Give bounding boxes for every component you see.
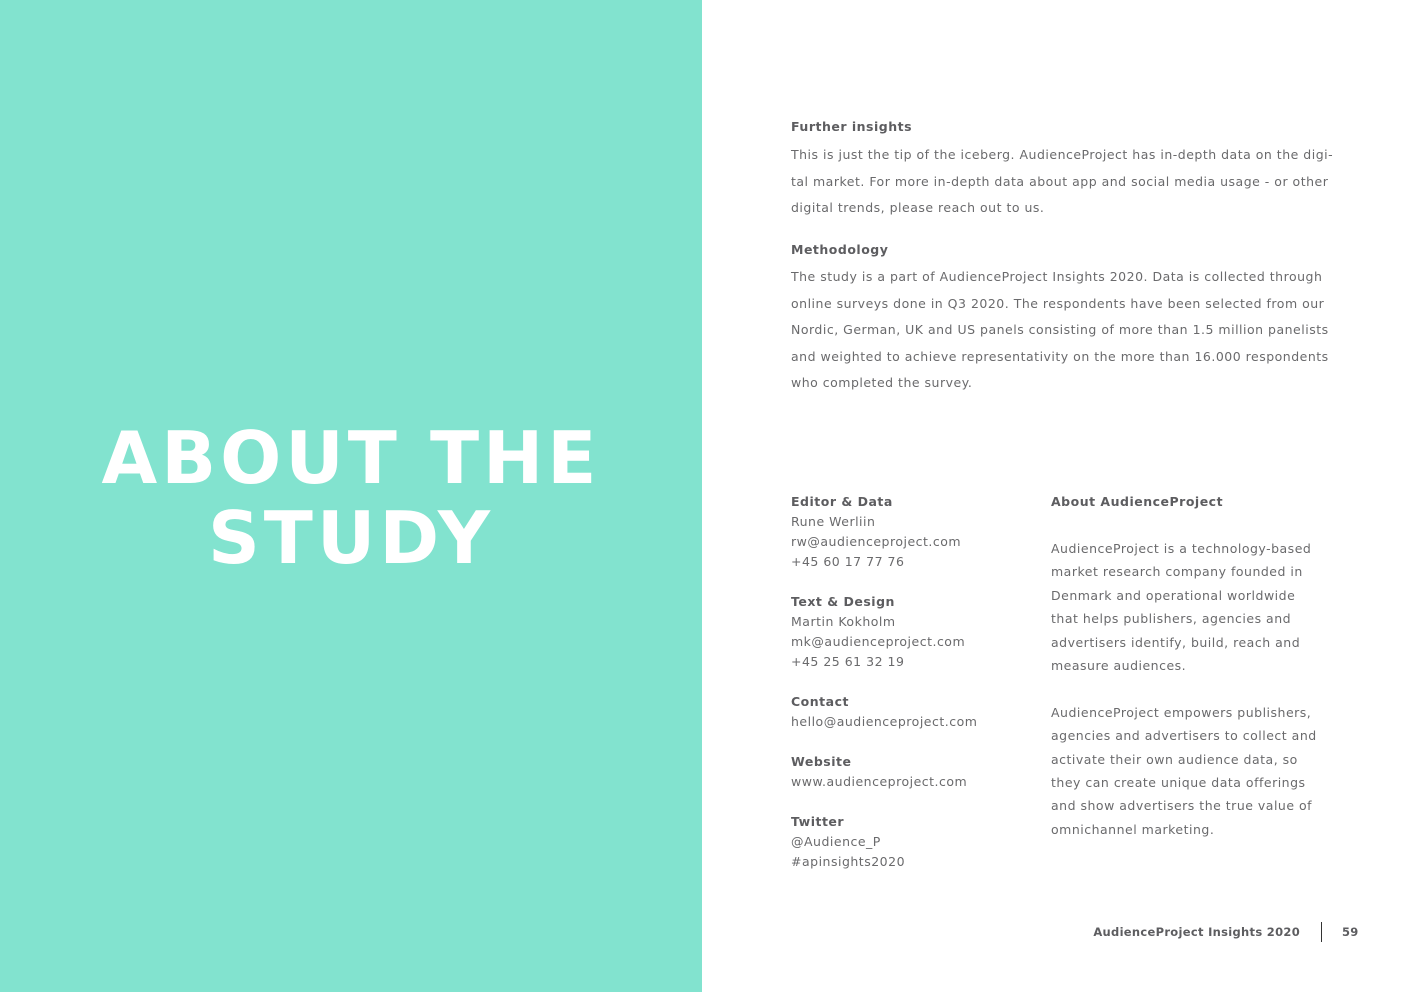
methodology-line: Nordic, German, UK and US panels consisting of more than 1.5 million panelists [791,322,1329,338]
page-title-line-2: STUDY [207,496,495,580]
editor-block [791,492,1031,572]
editor-email-link[interactable]: rw@audienceproject.com [791,534,962,549]
design-name: Martin Kokholm [791,614,896,629]
further-insights-section [791,118,1334,222]
editor-heading: Editor & Data [791,494,893,509]
about-line: that helps publishers, agencies and [1051,611,1292,627]
editor-phone: +45 60 17 77 76 [791,554,905,569]
contact-email-link[interactable]: hello@audienceproject.com [791,714,978,729]
about-line: AudienceProject empowers publishers, [1051,704,1312,720]
about-line: market research company founded in [1051,564,1303,580]
twitter-hashtag: #apinsights2020 [791,854,906,869]
methodology-line: The study is a part of AudienceProject Insights 2020. Data is collected through [791,269,1323,284]
website-link[interactable]: www.audienceproject.com [791,774,968,789]
page-title-line-1: ABOUT THE [101,416,601,500]
further-insights-line: This is just the tip of the iceberg. AudienceProject has in-depth data on the digi- [791,147,1334,162]
page-title [0,418,702,578]
methodology-heading: Methodology [791,242,889,257]
website-heading: Website [791,754,852,769]
design-email-link[interactable]: mk@audienceproject.com [791,634,966,649]
twitter-handle-link[interactable]: @Audience_P [791,834,881,849]
about-column [1051,492,1321,841]
further-insights-text [791,142,1334,222]
page-number: 59 [1342,925,1359,939]
methodology-line: who completed the survey. [791,375,973,391]
about-line: omnichannel marketing. [1051,821,1215,837]
footer-divider [1321,922,1322,942]
further-insights-line: tal market. For more in-depth data about app and social media usage - or other [791,173,1329,189]
design-heading: Text & Design [791,594,895,609]
about-line: they can create unique data offerings [1051,775,1306,791]
about-line: AudienceProject is a technology-based [1051,541,1312,556]
methodology-text [791,264,1329,397]
footer-publication-title: AudienceProject Insights 2020 [1093,925,1300,939]
design-phone: +45 25 61 32 19 [791,654,905,669]
contact-heading: Contact [791,694,849,709]
twitter-block [791,812,1031,872]
website-block [791,752,1031,792]
about-paragraph-2 [1051,701,1321,841]
contact-block [791,692,1031,732]
about-line: advertisers identify, build, reach and [1051,634,1301,650]
about-line: agencies and advertisers to collect and [1051,728,1317,744]
about-paragraph-1 [1051,537,1321,677]
credits-column [791,492,1031,892]
further-insights-heading: Further insights [791,119,913,134]
methodology-section [791,241,1329,397]
about-line: and show advertisers the true value of [1051,798,1313,814]
about-line: activate their own audience data, so [1051,751,1298,767]
design-block [791,592,1031,672]
methodology-line: and weighted to achieve representativity on the more than 16.000 respondents [791,348,1329,364]
about-heading: About AudienceProject [1051,494,1224,509]
about-line: Denmark and operational worldwide [1051,587,1296,603]
further-insights-line: digital trends, please reach out to us. [791,200,1045,216]
twitter-heading: Twitter [791,814,845,829]
editor-name: Rune Werliin [791,514,876,529]
methodology-line: online surveys done in Q3 2020. The respondents have been selected from our [791,295,1325,311]
about-line: measure audiences. [1051,658,1187,674]
